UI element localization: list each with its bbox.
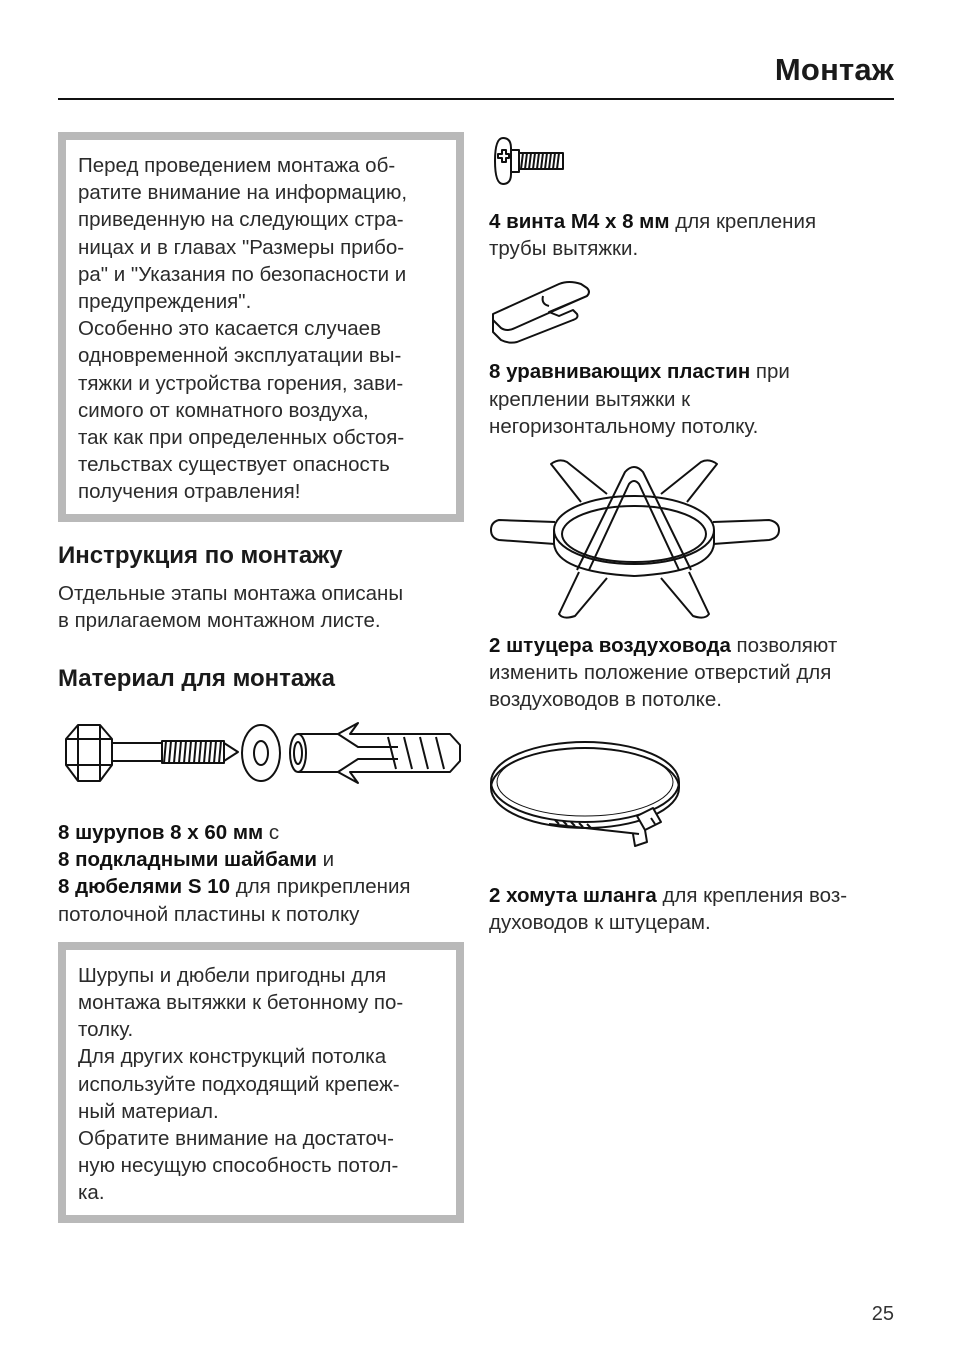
note-line: приведенную на следующих стра- — [78, 208, 404, 232]
text-line — [58, 846, 464, 873]
note-line: Обратите внимание на достаточ- — [78, 1127, 394, 1151]
left-column — [58, 132, 464, 1223]
clamps-label: 2 хомута шланга — [489, 883, 657, 907]
connectors-description — [489, 632, 901, 714]
note-line: так как при определенных обстоя- — [78, 426, 405, 450]
text-line — [489, 208, 901, 235]
text-line: Отдельные этапы монтажа описаны — [58, 581, 404, 605]
leveling-plate-illustration — [489, 274, 599, 344]
text-line: духоводов к штуцерам. — [489, 910, 711, 934]
text-fragment: при — [750, 360, 790, 384]
note-line: предупреждения". — [78, 290, 252, 314]
bolt-head-icon — [66, 725, 112, 781]
text-fragment: позволяют — [730, 634, 838, 658]
note-line: ра" и "Указания по безопасности и — [78, 262, 407, 286]
title-divider — [58, 98, 894, 100]
plates-description — [489, 358, 901, 440]
instructions-heading: Инструкция по монтажу — [58, 541, 343, 569]
text-fragment: для крепления воз- — [656, 883, 848, 907]
text-line: в прилагаемом монтажном листе. — [58, 608, 381, 632]
text-fragment: для крепления — [669, 210, 817, 233]
warning-box-ceiling — [58, 942, 464, 1223]
clamp-screw-icon — [637, 808, 661, 830]
text-line: потолочной пластины к потолку — [58, 902, 360, 926]
instructions-text — [58, 580, 464, 634]
note-line: ный материал. — [78, 1099, 219, 1123]
text-line: креплении вытяжки к — [489, 387, 691, 411]
m4-screws-label: 4 винта M4 x 8 мм — [489, 210, 670, 233]
fasteners-description — [58, 819, 464, 928]
text-fragment: и — [316, 848, 335, 872]
dowel-icon — [290, 734, 306, 772]
bolt-shank-icon — [112, 743, 162, 761]
warning-box-gas-safety — [58, 132, 464, 522]
note-line: ратите внимание на информацию, — [78, 181, 408, 205]
note-line: получения отравления! — [78, 480, 301, 504]
hose-clamp-illustration — [489, 738, 689, 868]
note-line: Особенно это касается случаев — [78, 317, 381, 341]
note-line: Перед проведением монтажа об- — [78, 154, 396, 177]
note-line: монтажа вытяжки к бетонному по- — [78, 991, 404, 1015]
m4-screws-description — [489, 208, 901, 262]
connectors-label: 2 штуцера воздуховода — [489, 634, 731, 658]
dowels-label: 8 дюбелями S 10 — [58, 875, 231, 899]
plate-icon — [493, 282, 589, 343]
note-line: одновременной эксплуатации вы- — [78, 344, 402, 368]
text-line: воздуховодов в потолке. — [489, 688, 722, 712]
note-line: толку. — [78, 1018, 134, 1042]
right-column — [489, 132, 901, 936]
plates-label: 8 уравнивающих пластин — [489, 360, 751, 384]
text-line — [489, 882, 901, 909]
note-line: ка. — [78, 1181, 105, 1205]
text-line: изменить положение отверстий для — [489, 661, 832, 685]
text-line — [489, 632, 901, 659]
text-line — [58, 873, 464, 900]
washers-label: 8 подкладными шайбами — [58, 848, 317, 872]
text-fragment: с — [263, 821, 280, 845]
text-line: трубы вытяжки. — [489, 237, 639, 261]
note-line: ницах и в главах "Размеры прибо- — [78, 235, 405, 259]
note-line: симого от комнатного воздуха, — [78, 398, 369, 422]
text-line — [489, 358, 901, 385]
note-line: Шурупы и дюбели пригодны для — [78, 963, 387, 987]
note-line: Для других конструкций потолка — [78, 1045, 387, 1069]
page-number: 25 — [871, 1303, 894, 1325]
text-fragment: для прикрепления — [230, 875, 411, 899]
page-title: Монтаж — [774, 52, 894, 87]
text-line: негоризонтальному потолку. — [489, 414, 759, 438]
duct-connector-illustration — [489, 454, 789, 622]
note-line: используйте подходящий крепеж- — [78, 1072, 400, 1096]
screws-label: 8 шурупов 8 x 60 мм — [58, 821, 264, 845]
clamps-description — [489, 882, 901, 936]
text-line — [58, 819, 464, 846]
bolt-washer-dowel-illustration — [58, 719, 464, 789]
m4-screw-illustration — [489, 132, 579, 190]
note-line: ную несущую способность потол- — [78, 1154, 399, 1178]
note-line: тяжки и устройства горения, зави- — [78, 371, 404, 395]
note-line: тельствах существует опасность — [78, 453, 390, 477]
washer-icon — [242, 725, 280, 781]
material-heading: Материал для монтажа — [58, 665, 335, 693]
